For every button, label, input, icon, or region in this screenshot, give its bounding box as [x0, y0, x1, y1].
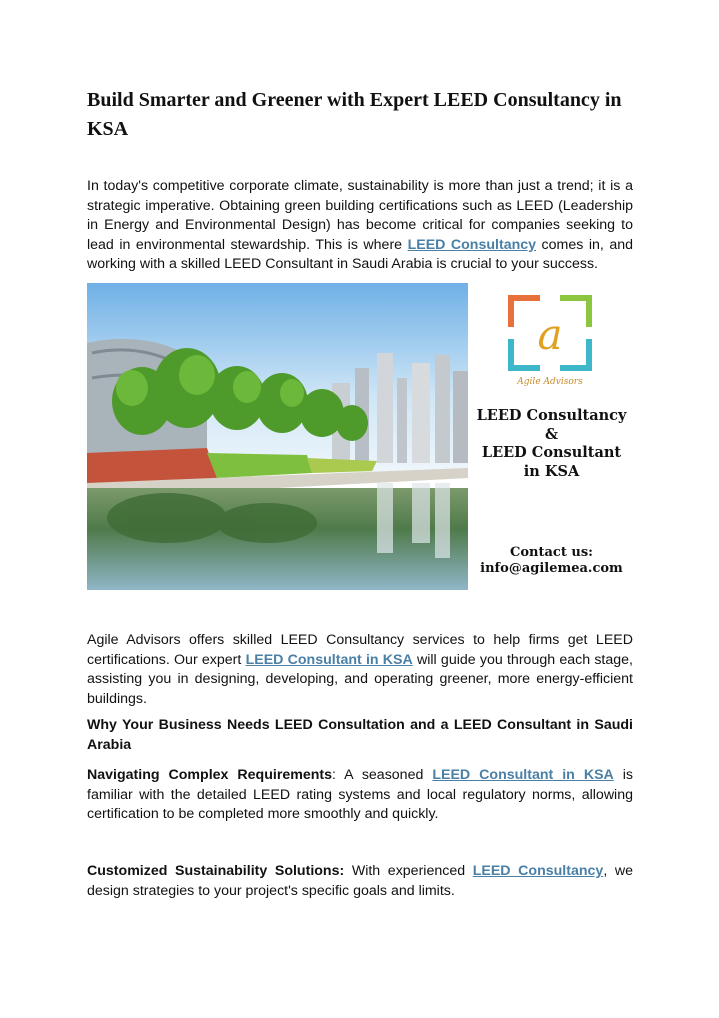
- intro-paragraph: [87, 177, 633, 275]
- intro-text-start: In today's competitive corporate climate, sustainability is more than just a trend; it is a strategic imperative. Obtaining green building certifications such as LEED (Leadership in Energy and Environmental Design) has become critical for companies seeking to lead in environmental stewardship. This is where: [87, 178, 633, 253]
- point-requirements-text-start: : A seasoned: [332, 767, 433, 783]
- agile-advisors-logo: [504, 291, 596, 387]
- leed-consultant-ksa-link-2[interactable]: LEED Consultant in KSA: [432, 767, 614, 783]
- contact-label: Contact us:: [510, 545, 593, 560]
- point-solutions-text-end: , we design strategies to your project's specific goals and limits.: [87, 863, 633, 899]
- contact-email: info@agilemea.com: [480, 561, 623, 576]
- promo-line-3: LEED Consultant: [481, 444, 622, 461]
- offer-paragraph: [87, 631, 633, 709]
- leed-consultancy-link[interactable]: LEED Consultancy: [407, 236, 537, 253]
- leed-consultancy-link-2[interactable]: LEED Consultancy: [472, 863, 604, 879]
- leed-consultant-ksa-link[interactable]: LEED Consultant in KSA: [245, 651, 413, 668]
- point-requirements: [87, 766, 633, 825]
- intro-text-end: comes in, and working with a skilled LEED Consultant in Saudi Arabia is crucial to your success.: [87, 236, 633, 273]
- offer-text-end: will guide you through each stage, assisting you in designing, developing, and operating greener, more energy-efficient buildings.: [87, 651, 633, 707]
- logo-letter: a: [537, 310, 563, 359]
- banner-image: [87, 283, 635, 590]
- promo-line-4: in KSA: [523, 463, 580, 480]
- promo-line-2: &: [544, 426, 559, 443]
- logo-brand-name: Agile Advisors: [517, 377, 583, 387]
- point-solutions-text-start: With experienced: [344, 863, 473, 879]
- promo-line-1: LEED Consultancy: [476, 407, 627, 424]
- point-requirements-label: Navigating Complex Requirements: [87, 767, 333, 783]
- point-solutions: [87, 862, 633, 901]
- document-title: Build Smarter and Greener with Expert LEED Consultancy in KSA: [87, 89, 622, 140]
- section-heading: Why Your Business Needs LEED Consultation and a LEED Consultant in Saudi Arabia: [87, 717, 633, 753]
- promo-panel: [468, 283, 635, 590]
- point-requirements-text-end: is familiar with the detailed LEED rating systems and local regulatory norms, allowing certification to be completed more smoothly and quickly.: [87, 767, 634, 823]
- point-solutions-label: Customized Sustainability Solutions:: [87, 863, 345, 879]
- green-city-photo: [87, 283, 468, 590]
- offer-text-start: Agile Advisors offers skilled LEED Consultancy services to help firms get LEED certifications. Our expert: [87, 632, 633, 668]
